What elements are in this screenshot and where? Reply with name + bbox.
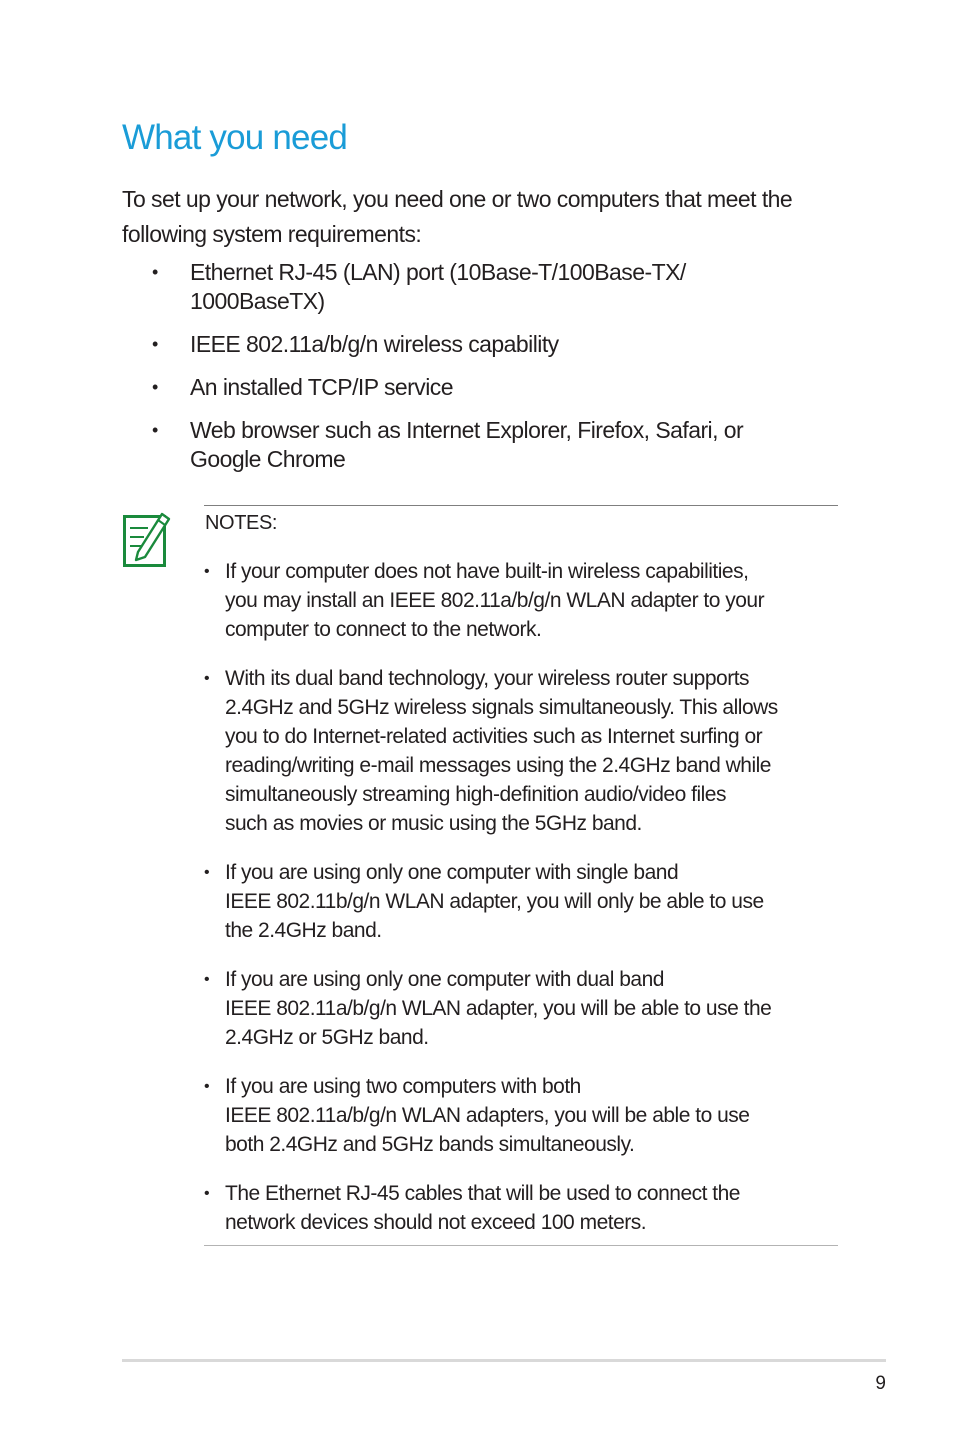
bullet: •: [152, 420, 158, 440]
requirement-item: [152, 258, 852, 316]
bullet: •: [204, 971, 210, 988]
note-text: With its dual band technology, your wireless router supports 2.4GHz and 5GHz wireless signals simultaneously. This allows you to do Internet-related activities such as Internet surfing or reading/writing e-mail messages using the 2.4GHz band while simultaneously streaming high-definition audio/video files such as movies or music using the 5GHz band.: [225, 667, 778, 835]
bullet: •: [152, 334, 158, 354]
requirement-text: Web browser such as Internet Explorer, Firefox, Safari, or Google Chrome: [190, 417, 744, 472]
notes-bottom-divider: [204, 1245, 838, 1246]
notes-title: NOTES:: [205, 512, 278, 534]
requirement-item: [152, 373, 852, 402]
bullet: •: [152, 262, 158, 282]
note-text: If you are using two computers with both IEEE 802.11a/b/g/n WLAN adapters, you will be able to use both 2.4GHz and 5GHz bands simultaneously.: [225, 1075, 750, 1156]
requirements-list: [152, 258, 852, 488]
requirement-item: [152, 330, 852, 359]
note-text: If you are using only one computer with dual band IEEE 802.11a/b/g/n WLAN adapter, you will be able to use the 2.4GHz or 5GHz band.: [225, 968, 772, 1049]
notes-top-divider: [204, 505, 838, 506]
note-item: [204, 664, 844, 838]
bullet: •: [204, 864, 210, 881]
page-heading: What you need: [122, 118, 348, 157]
bullet: •: [204, 670, 210, 687]
note-text: The Ethernet RJ-45 cables that will be used to connect the network devices should not exceed 100 meters.: [225, 1182, 740, 1234]
footer-divider: [122, 1359, 886, 1362]
note-text: If you are using only one computer with single band IEEE 802.11b/g/n WLAN adapter, you will only be able to use the 2.4GHz band.: [225, 861, 764, 942]
requirement-text: Ethernet RJ-45 (LAN) port (10Base-T/100Base-TX/ 1000BaseTX): [190, 259, 686, 314]
page-number: 9: [875, 1373, 886, 1394]
note-item: [204, 1179, 844, 1237]
notes-list: [204, 557, 844, 1257]
requirement-text: IEEE 802.11a/b/g/n wireless capability: [190, 331, 559, 357]
note-pencil-icon: [121, 508, 173, 570]
requirement-item: [152, 416, 852, 474]
note-item: [204, 1072, 844, 1159]
bullet: •: [204, 1185, 210, 1202]
note-item: [204, 965, 844, 1052]
note-text: If your computer does not have built-in wireless capabilities, you may install an IEEE 802.11a/b/g/n WLAN adapter to your computer to connect to the network.: [225, 560, 765, 641]
note-item: [204, 557, 844, 644]
bullet: •: [152, 377, 158, 397]
requirement-text: An installed TCP/IP service: [190, 374, 453, 400]
intro-paragraph: To set up your network, you need one or two computers that meet the following system requirements:: [122, 186, 793, 247]
bullet: •: [204, 1078, 210, 1095]
note-item: [204, 858, 844, 945]
bullet: •: [204, 563, 210, 580]
